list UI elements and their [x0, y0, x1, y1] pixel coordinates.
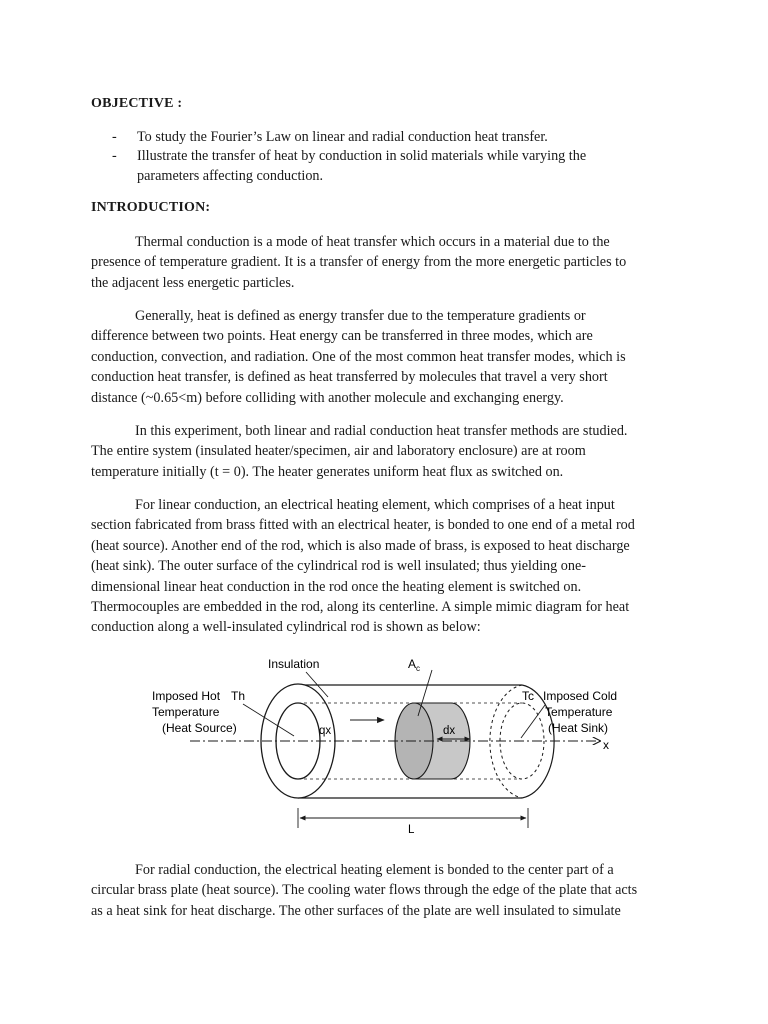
text-line: section fabricated from brass fitted with an electrical heater, is bonded to one end of a metal rod — [91, 517, 635, 534]
introduction-heading: INTRODUCTION: — [91, 200, 211, 215]
text-line: presence of temperature gradient. It is a transfer of energy from the more energetic particles to — [91, 254, 627, 271]
axis-x-label: x — [603, 738, 609, 752]
intro-paragraph-1 — [91, 232, 671, 293]
area-label — [408, 657, 420, 673]
text-line: dimensional linear heat conduction in the rod once the heating element is switched on. — [91, 578, 582, 595]
bullet-line: To study the Fourier’s Law on linear and radial conduction heat transfer. — [137, 129, 548, 145]
text-line: temperature initially (t = 0). The heater generates uniform heat flux as switched on. — [91, 463, 564, 480]
bullet-dash: - — [112, 148, 117, 164]
bullet-text — [137, 146, 657, 186]
text-line: conduction heat transfer, is defined as heat transferred by molecules that travel a very short — [91, 369, 608, 386]
text-line: Generally, heat is defined as energy transfer due to the temperature gradients or — [135, 308, 586, 324]
bullet-text — [137, 127, 657, 147]
hot-label-line-1: Imposed Hot — [152, 689, 221, 703]
intro-paragraph-2 — [91, 306, 671, 408]
text-line: as a heat sink for heat discharge. The other surfaces of the plate are well insulated to simulate — [91, 902, 621, 919]
text-line: Thermal conduction is a mode of heat transfer which occurs in a material due to the — [135, 234, 610, 250]
bullet-line: Illustrate the transfer of heat by conduction in solid materials while varying the — [137, 148, 587, 164]
objective-heading: OBJECTIVE : — [91, 96, 183, 111]
text-line: (heat sink). The outer surface of the cylindrical rod is well insulated; thus yielding one- — [91, 558, 586, 575]
length-label: L — [408, 824, 415, 836]
tc-leader — [521, 705, 545, 738]
hot-label-line-2: Temperature — [152, 705, 220, 719]
bullet-line: parameters affecting conduction. — [137, 168, 324, 184]
insulation-label: Insulation — [268, 657, 320, 671]
hot-label-line-3: (Heat Source) — [162, 721, 237, 735]
qx-label: qx — [319, 725, 332, 737]
text-line: conduction, convection, and radiation. One of the most common heat transfer modes, which is — [91, 348, 626, 365]
text-line: difference between two points. Heat energy can be transferred in three modes, which are — [91, 328, 593, 345]
text-line: For radial conduction, the electrical heating element is bonded to the center part of a — [135, 862, 614, 878]
text-line: Thermocouples are embedded in the rod, along its centerline. A simple mimic diagram for heat — [91, 599, 630, 616]
text-line: The entire system (insulated heater/specimen, air and laboratory enclosure) are at room — [91, 443, 586, 460]
tc-label: Tc — [522, 689, 534, 703]
text-line: For linear conduction, an electrical heating element, which comprises of a heat input — [135, 497, 615, 513]
area-label-main: A — [408, 657, 417, 671]
intro-paragraph-4 — [91, 495, 671, 638]
text-line: In this experiment, both linear and radial conduction heat transfer methods are studied. — [135, 423, 628, 439]
intro-paragraph-3 — [91, 421, 671, 482]
conduction-rod-diagram — [0, 645, 768, 840]
text-line: (heat source). Another end of the rod, which is also made of brass, is exposed to heat discharge — [91, 537, 630, 554]
cold-label-line-2: Temperature — [545, 705, 613, 719]
text-line: circular brass plate (heat source). The cooling water flows through the edge of the plate that acts — [91, 882, 638, 899]
area-label-subscript: c — [416, 664, 421, 673]
intro-paragraph-5 — [91, 860, 671, 921]
bullet-dash: - — [112, 129, 117, 145]
text-line: distance (~0.65<m) before colliding with another molecule and exchanging energy. — [91, 389, 564, 406]
cold-label-line-1: Imposed Cold — [543, 689, 618, 703]
text-line: conduction along a well-insulated cylindrical rod is shown as below: — [91, 619, 481, 636]
th-label: Th — [231, 689, 246, 703]
cold-label-line-3: (Heat Sink) — [548, 721, 609, 735]
dx-label: dx — [443, 725, 456, 737]
text-line: the adjacent less energetic particles. — [91, 274, 295, 291]
